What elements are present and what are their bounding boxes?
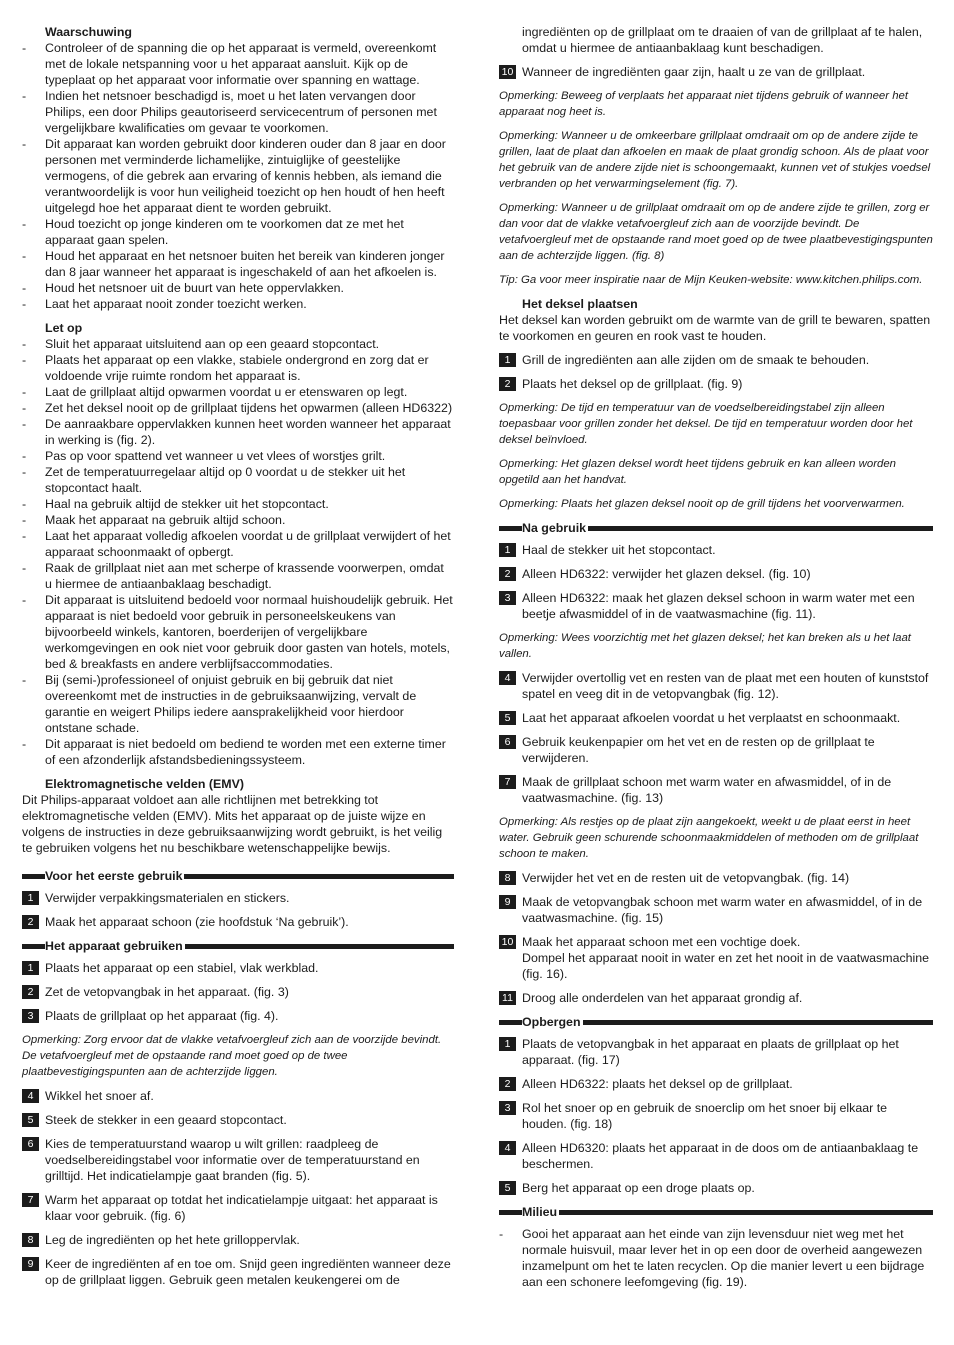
step xyxy=(499,1180,933,1196)
section-header-after-use xyxy=(499,520,933,536)
step xyxy=(499,590,933,622)
step-text: Verwijder verpakkingsmaterialen en stickers. xyxy=(45,891,290,905)
list-item: - Houd het apparaat en het netsnoer buiten het bereik van kinderen jonger dan 8 jaar wanneer het apparaat is ingeschakeld of aan het afkoelen is. xyxy=(22,248,454,280)
step-text: Rol het snoer op en gebruik de snoerclip om het snoer bij elkaar te houden. (fig. 18) xyxy=(522,1101,888,1131)
step xyxy=(22,1192,454,1224)
section-header-using xyxy=(22,938,454,954)
step xyxy=(499,710,933,726)
step xyxy=(22,890,454,906)
step-text: Maak de grillplaat schoon met warm water en afwasmiddel, of in de vaatwasmachine. (fig. 13) xyxy=(522,775,892,805)
note: Opmerking: Het glazen deksel wordt heet tijdens gebruik en kan alleen worden opgetild aan het handvat. xyxy=(499,458,897,486)
note: Opmerking: Als restjes op de plaat zijn aangekoekt, weekt u de plaat eerst in heet water. Gebruik geen schurende schoonmaakmiddelen of methoden om de grillplaat schoon te maken. xyxy=(499,816,919,860)
step-text: Wikkel het snoer af. xyxy=(45,1089,154,1103)
step-text: Wanneer de ingrediënten gaar zijn, haalt u ze van de grillplaat. xyxy=(522,65,866,79)
step-number: 2 xyxy=(499,1077,516,1091)
step-text: Laat het apparaat afkoelen voordat u het verplaatst en schoonmaakt. xyxy=(522,711,901,725)
step-number: 4 xyxy=(499,671,516,685)
section-title: Het apparaat gebruiken xyxy=(45,939,183,953)
step xyxy=(22,1136,454,1184)
list-item: - Houd het netsnoer uit de buurt van hete oppervlakken. xyxy=(22,280,454,296)
list-item: - Indien het netsnoer beschadigd is, moet u het laten vervangen door Philips, een door Philips geautoriseerd servicecentrum of personen met vergelijkbare kwalificaties om gevaar te voorkomen. xyxy=(22,88,454,136)
step xyxy=(499,734,933,766)
step-number: 3 xyxy=(499,1101,516,1115)
step-number: 1 xyxy=(499,353,516,367)
left-column xyxy=(22,24,454,1296)
section-header-first-use xyxy=(22,868,454,884)
step xyxy=(22,1008,454,1024)
lid-heading: Het deksel plaatsen xyxy=(522,297,638,311)
step-number: 10 xyxy=(499,65,516,79)
note: Opmerking: De tijd en temperatuur van de voedselbereidingstabel zijn alleen toepasbaar voor grillen zonder het deksel. De tijd en temperatuur worden door het deksel beïnvloed. xyxy=(499,402,913,446)
step xyxy=(22,960,454,976)
section-title: Na gebruik xyxy=(522,521,587,535)
list-item: - Dit apparaat is uitsluitend bedoeld voor normaal huishoudelijk gebruik. Het apparaat is niet bedoeld voor gebruik in personeelskeukens van bijvoorbeeld winkels, kantoren, boerderijen of vergelijkbare werkomgevingen en ook niet voor gebruik door gasten van hotels, motels, bed & breakfasts en andere verblijfsaccommodaties. xyxy=(22,592,454,672)
step-text: Verwijder het vet en de resten uit de vetopvangbak. (fig. 14) xyxy=(522,871,850,885)
list-item: - De aanraakbare oppervlakken kunnen heet worden wanneer het apparaat in werking is (fig. 2). xyxy=(22,416,454,448)
list-item: - Sluit het apparaat uitsluitend aan op een geaard stopcontact. xyxy=(22,336,454,352)
step xyxy=(499,1036,933,1068)
step-text: Leg de ingrediënten op het hete grilloppervlak. xyxy=(45,1233,300,1247)
step-text: Alleen HD6322: plaats het deksel op de grillplaat. xyxy=(522,1077,793,1091)
step-number: 10 xyxy=(499,935,516,949)
list-item: - Haal na gebruik altijd de stekker uit het stopcontact. xyxy=(22,496,454,512)
step xyxy=(499,990,933,1006)
step-text: Warm het apparaat op totdat het indicatielampje uitgaat: het apparaat is klaar voor gebruik. (fig. 6) xyxy=(45,1193,438,1223)
caution-list xyxy=(22,336,454,768)
list-item: - Plaats het apparaat op een vlakke, stabiele ondergrond en zorg dat er voldoende vrije ruimte rondom het apparaat is. xyxy=(22,352,454,384)
step-text: Keer de ingrediënten af en toe om. Snijd geen ingrediënten wanneer deze op de grillplaat liggen. Gebruik geen metalen keukengerei om de xyxy=(45,1257,451,1287)
emf-text: Dit Philips-apparaat voldoet aan alle richtlijnen met betrekking tot elektromagnetische velden (EMV). Mits het apparaat op de juiste wijze en volgens de instructies in deze gebruiksaanwijzing wordt gebruikt, is het veilig te gebruiken volgens het nu beschikbare wetenschappelijke bewijs. xyxy=(22,793,443,855)
step-text: Alleen HD6322: maak het glazen deksel schoon in warm water met een beetje afwasmiddel of in de vaatwasmachine (fig. 11). xyxy=(522,591,915,621)
list-item: - Bij (semi-)professioneel of onjuist gebruik en bij gebruik dat niet overeenkomt met de instructies in de gebruiksaanwijzing, vervalt de garantie en weigert Philips iedere aansprakelijkheid voor hierdoor ontstane schade. xyxy=(22,672,454,736)
step xyxy=(22,1112,454,1128)
step-text: Plaats het apparaat op een stabiel, vlak werkblad. xyxy=(45,961,319,975)
step-number: 7 xyxy=(499,775,516,789)
note: Opmerking: Beweeg of verplaats het apparaat niet tijdens gebruik of wanneer het apparaat nog heet is. xyxy=(499,90,909,118)
step-number: 2 xyxy=(22,985,39,999)
step xyxy=(499,352,933,368)
step-text: Gebruik keukenpapier om het vet en de resten op de grillplaat te verwijderen. xyxy=(522,735,875,765)
lid-text: Het deksel kan worden gebruikt om de warmte van de grill te bewaren, spatten te voorkomen en geuren en rook vast te houden. xyxy=(499,313,931,343)
step-number: 1 xyxy=(22,891,39,905)
step-number: 1 xyxy=(22,961,39,975)
step-text: Haal de stekker uit het stopcontact. xyxy=(522,543,716,557)
environment-list xyxy=(499,1226,933,1290)
step-number: 1 xyxy=(499,1037,516,1051)
list-item: - Maak het apparaat na gebruik altijd schoon. xyxy=(22,512,454,528)
continued-text: ingrediënten op de grillplaat om te draaien of van de grillplaat af te halen, omdat u hiermee de antiaanbaklaag kunt beschadigen. xyxy=(522,25,923,55)
step-number: 2 xyxy=(22,915,39,929)
note: Opmerking: Wanneer u de grillplaat omdraait om op de andere zijde te grillen, zorg er dan voor dat de vlakke vetafvoergleuf zich aan de voorzijde bevindt. De vetafvoergleuf met de opstaande rand moet goed op de twee plaatbevestigingspunten aan de achterzijde liggen. (fig. 8) xyxy=(499,202,933,262)
list-item: - Controleer of de spanning die op het apparaat is vermeld, overeenkomt met de lokale netspanning voor u het apparaat aansluit. Kijk op de typeplaat op het apparaat voor informatie over spanning en wattage. xyxy=(22,40,454,88)
list-item: - Dit apparaat kan worden gebruikt door kinderen ouder dan 8 jaar en door personen met verminderde lichamelijke, zintuiglijke of geestelijke vermogens, of die gebrek aan ervaring of kennis hebben, als iemand die verantwoordelijk is voor hun veiligheid toezicht op hen houdt of hen heeft uitgelegd hoe het apparaat dient te worden gebruikt. xyxy=(22,136,454,216)
list-item: - Dit apparaat is niet bedoeld om bediend te worden met een externe timer of een afzonderlijk afstandsbedieningssysteem. xyxy=(22,736,454,768)
list-item: - Laat het apparaat volledig afkoelen voordat u de grillplaat verwijdert of het apparaat schoonmaakt of opbergt. xyxy=(22,528,454,560)
step-text: Grill de ingrediënten aan alle zijden om de smaak te behouden. xyxy=(522,353,870,367)
step-text: Steek de stekker in een geaard stopcontact. xyxy=(45,1113,287,1127)
step xyxy=(499,894,933,926)
step xyxy=(22,1232,454,1248)
step xyxy=(499,1100,933,1132)
section-title: Opbergen xyxy=(522,1015,581,1029)
step-text: Maak het apparaat schoon met een vochtige doek. xyxy=(522,935,801,949)
step-number: 1 xyxy=(499,543,516,557)
list-item: - Gooi het apparaat aan het einde van zijn levensduur niet weg met het normale huisvuil, maar lever het in op een door de overheid aangewezen inzamelpunt om het te laten recyclen. Op die manier levert u een bijdrage aan een schonere leefomgeving (fig. 19). xyxy=(499,1226,933,1290)
step-text: Verwijder overtollig vet en resten van de plaat met een houten of kunststof spatel en veeg dit in de vetopvangbak (fig. 12). xyxy=(522,671,929,701)
section-header-storage xyxy=(499,1014,933,1030)
step xyxy=(22,984,454,1000)
note: Opmerking: Zorg ervoor dat de vlakke vetafvoergleuf zich aan de voorzijde bevindt. De vetafvoergleuf met de opstaande rand moet goed op de twee plaatbevestigingspunten aan de achterzijde liggen. xyxy=(22,1034,442,1078)
step-number: 5 xyxy=(499,1181,516,1195)
step-number: 8 xyxy=(22,1233,39,1247)
step-text: Berg het apparaat op een droge plaats op. xyxy=(522,1181,755,1195)
note: Opmerking: Wees voorzichtig met het glazen deksel; het kan breken als u het laat vallen. xyxy=(499,632,911,660)
list-item: - Houd toezicht op jonge kinderen om te voorkomen dat ze met het apparaat gaan spelen. xyxy=(22,216,454,248)
step-number: 6 xyxy=(22,1137,39,1151)
step xyxy=(499,774,933,806)
step xyxy=(499,542,933,558)
step-text: Plaats de vetopvangbak in het apparaat en plaats de grillplaat op het apparaat. (fig. 17) xyxy=(522,1037,899,1067)
note: Opmerking: Plaats het glazen deksel nooit op de grill tijdens het voorverwarmen. xyxy=(499,498,905,510)
step xyxy=(499,670,933,702)
step-text: Kies de temperatuurstand waarop u wilt grillen: raadpleeg de voedselbereidingstabel voor informatie over de temperatuurstand en grilltijd. Het indicatielampje gaat branden (fig. 5). xyxy=(45,1137,420,1183)
step-number: 4 xyxy=(22,1089,39,1103)
step-text: Dompel het apparaat nooit in water en zet het nooit in de vaatwasmachine (fig. 16). xyxy=(522,951,930,981)
step-text: Droog alle onderdelen van het apparaat grondig af. xyxy=(522,991,803,1005)
step xyxy=(22,914,454,930)
step-text: Alleen HD6320: plaats het apparaat in de doos om de antiaanbaklaag te beschermen. xyxy=(522,1141,919,1171)
caution-heading: Let op xyxy=(45,321,83,335)
step-number: 3 xyxy=(499,591,516,605)
step-text: Maak de vetopvangbak schoon met warm water en afwasmiddel, of in de vaatwasmachine. (fig. 15) xyxy=(522,895,923,925)
step xyxy=(499,64,933,80)
step-number: 6 xyxy=(499,735,516,749)
warning-heading: Waarschuwing xyxy=(45,25,132,39)
step-number: 4 xyxy=(499,1141,516,1155)
emf-heading: Elektromagnetische velden (EMV) xyxy=(45,777,244,791)
right-column xyxy=(499,24,933,1290)
step xyxy=(22,1256,454,1288)
step-number: 5 xyxy=(22,1113,39,1127)
list-item: - Raak de grillplaat niet aan met scherpe of krassende voorwerpen, omdat u hiermee de antiaanbaklaag beschadigt. xyxy=(22,560,454,592)
list-item: - Zet de temperatuurregelaar altijd op 0 voordat u de stekker uit het stopcontact haalt. xyxy=(22,464,454,496)
section-header-environment xyxy=(499,1204,933,1220)
list-item: - Laat de grillplaat altijd opwarmen voordat u er etenswaren op legt. xyxy=(22,384,454,400)
step-number: 7 xyxy=(22,1193,39,1207)
step xyxy=(499,934,933,982)
section-title: Voor het eerste gebruik xyxy=(45,869,183,883)
step-text: Plaats het deksel op de grillplaat. (fig. 9) xyxy=(522,377,743,391)
list-item: - Laat het apparaat nooit zonder toezicht werken. xyxy=(22,296,454,312)
step-text: Zet de vetopvangbak in het apparaat. (fig. 3) xyxy=(45,985,289,999)
step xyxy=(22,1088,454,1104)
step-number: 2 xyxy=(499,567,516,581)
step-number: 3 xyxy=(22,1009,39,1023)
step-number: 9 xyxy=(22,1257,39,1271)
step-number: 5 xyxy=(499,711,516,725)
tip: Tip: Ga voor meer inspiratie naar de Mijn Keuken-website: www.kitchen.philips.com. xyxy=(499,274,923,286)
step-number: 2 xyxy=(499,377,516,391)
step xyxy=(499,1076,933,1092)
step xyxy=(499,376,933,392)
section-title: Milieu xyxy=(522,1205,558,1219)
step xyxy=(499,1140,933,1172)
note: Opmerking: Wanneer u de omkeerbare grillplaat omdraait om op de andere zijde te grillen, laat de plaat dan afkoelen en maak de plaat grondig schoon. Als de plaat voor het gebruik van de andere zijde niet is schoongemaakt, kunnen vet of stukjes voedsel verbranden op het verwarmingselement (fig. 7). xyxy=(499,130,931,190)
step-text: Maak het apparaat schoon (zie hoofdstuk ‘Na gebruik’). xyxy=(45,915,349,929)
step-number: 8 xyxy=(499,871,516,885)
list-item: - Pas op voor spattend vet wanneer u vet vlees of worstjes grilt. xyxy=(22,448,454,464)
step xyxy=(499,566,933,582)
warning-list xyxy=(22,40,454,312)
step-number: 11 xyxy=(499,991,516,1005)
step xyxy=(499,870,933,886)
step-text: Plaats de grillplaat op het apparaat (fig. 4). xyxy=(45,1009,279,1023)
step-text: Alleen HD6322: verwijder het glazen deksel. (fig. 10) xyxy=(522,567,811,581)
list-item: - Zet het deksel nooit op de grillplaat tijdens het opwarmen (alleen HD6322) xyxy=(22,400,454,416)
step-number: 9 xyxy=(499,895,516,909)
